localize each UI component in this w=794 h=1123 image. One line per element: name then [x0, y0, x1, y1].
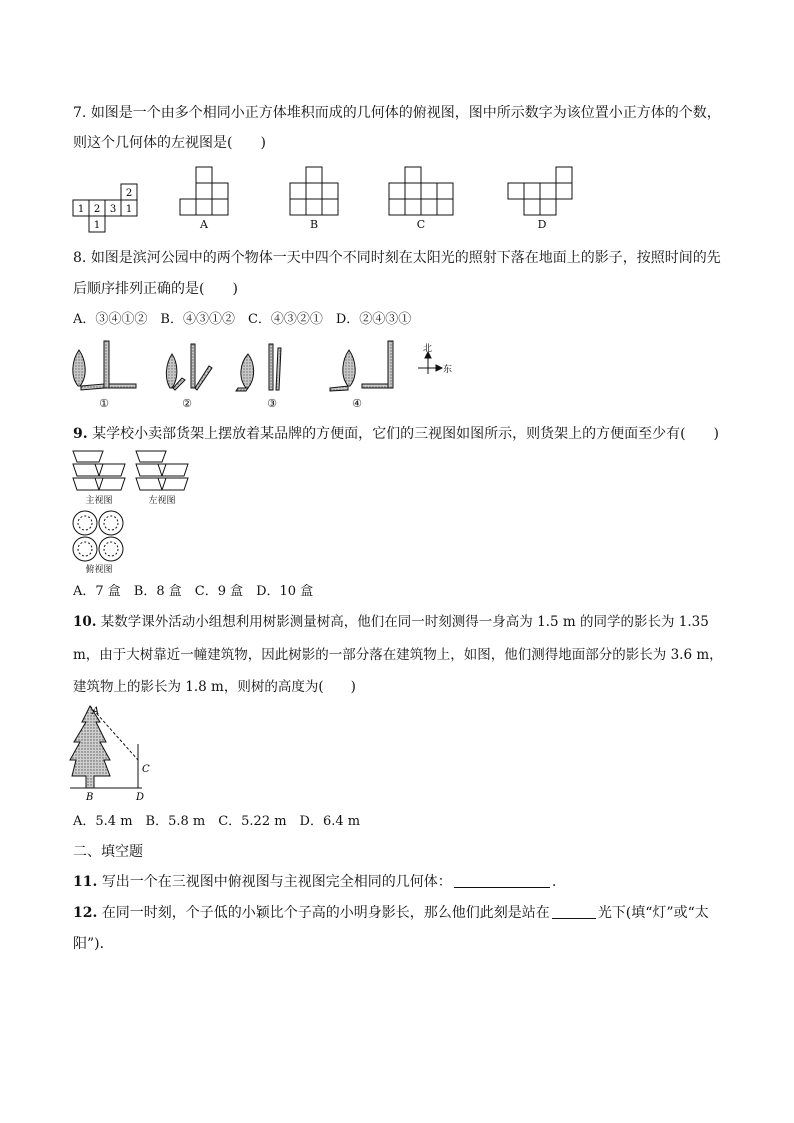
q8-fig-label-3: ③ [267, 397, 277, 410]
q7-option-b-figure [288, 166, 346, 216]
q12-number: 12. [73, 905, 98, 921]
q8-fig-label-2: ② [182, 397, 192, 410]
q8-number: 8. [73, 250, 87, 266]
q10-choices: A．5.4 m B．5.8 m C．5.22 m D．6.4 m [73, 814, 361, 829]
q10-point-b: B [86, 792, 94, 803]
q8-choices: A．③④①② B．④③①② C．④③②① D．②④③① [73, 312, 412, 327]
q10-number: 10. [73, 614, 97, 630]
q8-compass-icon [418, 352, 442, 374]
q8-text1: 如图是滨河公园中的两个物体一天中四个不同时刻在太阳光的照射下落在地面上的影子，按照时间的先 [90, 250, 721, 266]
q10-line2: m，由于大树靠近一幢建筑物，因此树影的一部分落在建筑物上，如图，他们测得地面部分的影长为 3.6 m， [73, 647, 723, 663]
q8-fig-label-4: ④ [352, 397, 362, 410]
q9-choices: A．7 盒 B．8 盒 C．9 盒 D．10 盒 [73, 584, 314, 599]
q9-left-label: 左视图 [148, 496, 176, 506]
q10-line1 [73, 612, 709, 632]
q7-line2: 则这个几何体的左视图是( ) [73, 135, 266, 151]
q7-top-num: 1 [93, 220, 101, 231]
q12-text-after: 光下(填“灯”或“太 [597, 905, 709, 921]
q11-text: 写出一个在三视图中俯视图与主视图完全相同的几何体： [101, 874, 452, 890]
q8-line2: 后顺序排列正确的是( ) [73, 281, 238, 297]
q9-text1: 某学校小卖部货架上摆放着某品牌的方便面，它们的三视图如图所示，则货架上的方便面至少有( ) [92, 426, 719, 442]
q7-option-d-figure [506, 166, 578, 216]
q7-line1 [73, 103, 721, 123]
q12-text-before: 在同一时刻，个子低的小颖比个子高的小明身影长，那么他们此刻是站在 [101, 905, 550, 921]
q7-option-a-figure [178, 166, 236, 216]
q7-top-view-figure [70, 183, 142, 233]
q7-option-b-label: B [309, 218, 319, 231]
q9-number: 9. [73, 426, 88, 442]
q7-top-num: 3 [109, 204, 117, 215]
q8-figure-3 [236, 344, 281, 391]
q12-line2: 阳”)． [73, 936, 114, 952]
q10-text1: 某数学课外活动小组想利用树影测量树高，他们在同一时刻测得一身高为 1.5 m 的同学的影长为 1.35 [100, 614, 709, 630]
q7-top-num: 1 [77, 204, 85, 215]
q9-front-label: 主视图 [85, 496, 113, 506]
q10-point-d: D [136, 792, 145, 803]
q8-compass-east: 东 [443, 365, 453, 375]
q8-compass-north: 北 [423, 344, 433, 354]
q11-number: 11. [73, 874, 98, 890]
q7-option-d-label: D [537, 218, 547, 231]
q7-top-num: 2 [93, 204, 101, 215]
q12-answer-blank[interactable] [552, 904, 596, 919]
q8-fig-label-1: ① [99, 397, 109, 410]
q7-number: 7. [73, 105, 87, 121]
q7-top-num: 2 [125, 188, 133, 199]
q11-line [73, 872, 556, 892]
q10-line3: 建筑物上的影长为 1.8 m，则树的高度为( ) [73, 679, 356, 695]
q12-line1 [73, 903, 709, 923]
q9-line1 [73, 424, 719, 444]
q10-point-a: A [92, 706, 100, 717]
q7-option-c-label: C [416, 218, 426, 231]
q8-shadow-figures [66, 338, 456, 398]
q9-top-label: 俯视图 [85, 565, 113, 575]
q7-option-c-figure [387, 166, 461, 216]
q11-end: . [551, 874, 557, 890]
q10-point-c: C [142, 764, 150, 775]
q8-figure-2 [166, 344, 212, 390]
q7-top-num: 1 [125, 204, 133, 215]
q10-tree-figure [66, 700, 166, 804]
q9-top-view [70, 508, 128, 564]
q8-figure-4 [330, 341, 393, 391]
q9-left-view [133, 448, 191, 494]
q11-answer-blank[interactable] [454, 873, 550, 888]
section-title: 二、填空题 [73, 844, 143, 860]
q7-text1: 如图是一个由多个相同小正方体堆积而成的几何体的俯视图，图中所示数字为该位置小正方体的个数， [90, 105, 721, 121]
q8-line1 [73, 248, 721, 268]
q7-option-a-label: A [200, 218, 208, 231]
q8-figure-1 [73, 341, 136, 390]
q9-front-view [70, 448, 128, 494]
